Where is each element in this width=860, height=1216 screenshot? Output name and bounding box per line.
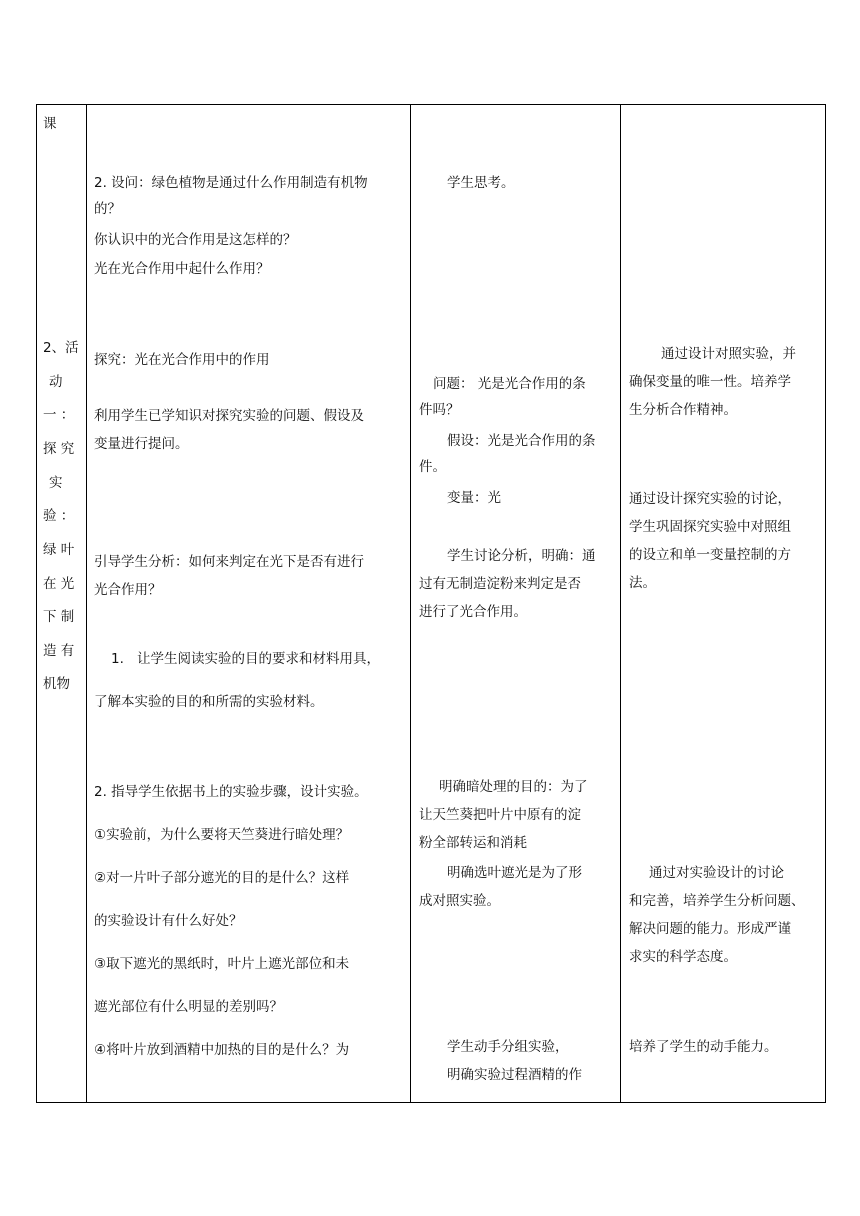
section-label-line: 验 ： xyxy=(43,508,75,524)
intent-line: 培养了学生的动手能力。 xyxy=(629,1039,778,1055)
intent-line: 学生巩固探究实验中对照组 xyxy=(629,519,791,535)
hypothesis-line: 假设：光是光合作用的条 xyxy=(447,433,596,449)
section-label-line: 机物 xyxy=(43,676,70,692)
student-activity-column xyxy=(411,105,621,1103)
section-label-line: 探 究 xyxy=(43,441,75,457)
item-1-number: 1. xyxy=(111,651,124,667)
item-1-cont: 了解本实验的目的和所需的实验材料。 xyxy=(94,694,324,710)
design-intent-column xyxy=(621,105,826,1103)
step-question: 遮光部位有什么明显的差别吗？ xyxy=(94,999,283,1015)
problem-line: 问题： 光是光合作用的条 xyxy=(433,376,586,392)
section-label-line: 实 xyxy=(49,475,63,491)
section-label-line: 下 制 xyxy=(43,609,75,625)
discussion-line: 进行了光合作用。 xyxy=(419,604,527,620)
step-question: ①实验前，为什么要将天竺葵进行暗处理？ xyxy=(94,827,350,843)
question-title: 2. 设问：绿色植物是通过什么作用制造有机物 xyxy=(94,175,368,191)
discussion-line: 学生讨论分析，明确：通 xyxy=(447,548,596,564)
section-column xyxy=(37,105,87,1103)
question-2: 你认识中的光合作用是这怎样的？ xyxy=(94,232,297,248)
intent-line: 的设立和单一变量控制的方 xyxy=(629,547,791,563)
intent-line: 通过设计对照实验，并 xyxy=(661,346,796,362)
step-question: 的实验设计有什么好处？ xyxy=(94,913,243,929)
variable-line: 变量：光 xyxy=(447,490,501,506)
use-knowledge-line: 利用学生已学知识对探究实验的问题、假设及 xyxy=(94,408,364,424)
lesson-plan-table xyxy=(36,104,826,1103)
hypothesis-line: 件。 xyxy=(419,459,446,475)
section-label-line: 绿 叶 xyxy=(43,542,75,558)
guide-line: 光合作用？ xyxy=(94,582,162,598)
discussion-line: 过有无制造淀粉来判定是否 xyxy=(419,576,581,592)
section-label-line: 2、活 xyxy=(43,340,79,356)
shade-line: 明确选叶遮光是为了形 xyxy=(447,865,582,881)
guide-line: 引导学生分析：如何来判定在光下是否有进行 xyxy=(94,554,364,570)
section-label-line: 动 xyxy=(49,374,63,390)
student-think: 学生思考。 xyxy=(447,175,515,191)
item-1-text: 让学生阅读实验的目的要求和材料用具， xyxy=(137,651,380,667)
section-label-line: 造 有 xyxy=(43,643,75,659)
explore-heading: 探究：光在光合作用中的作用 xyxy=(94,352,270,368)
question-title-cont: 的？ xyxy=(94,201,121,217)
step-2-heading: 2. 指导学生依据书上的实验步骤，设计实验。 xyxy=(94,784,368,800)
section-label-ke: 课 xyxy=(43,116,57,132)
teacher-activity-column xyxy=(87,105,411,1103)
dark-treatment-line: 让天竺葵把叶片中原有的淀 xyxy=(419,807,581,823)
table-row xyxy=(37,105,826,1103)
alcohol-line: 明确实验过程酒精的作 xyxy=(447,1067,582,1083)
intent-line: 通过设计探究实验的讨论， xyxy=(629,491,791,507)
intent-line: 确保变量的唯一性。培养学 xyxy=(629,374,791,390)
question-3: 光在光合作用中起什么作用？ xyxy=(94,261,270,277)
problem-line: 件吗？ xyxy=(419,402,460,418)
dark-treatment-line: 明确暗处理的目的：为了 xyxy=(439,779,588,795)
group-experiment-line: 学生动手分组实验， xyxy=(447,1039,569,1055)
intent-line: 生分析合作精神。 xyxy=(629,402,737,418)
intent-line: 通过对实验设计的讨论 xyxy=(649,865,784,881)
intent-line: 解决问题的能力。形成严谨 xyxy=(629,921,791,937)
section-label-line: 一 ： xyxy=(43,407,75,423)
section-label-line: 在 光 xyxy=(43,576,75,592)
step-question: ②对一片叶子部分遮光的目的是什么？这样 xyxy=(94,870,350,886)
use-knowledge-line: 变量进行提问。 xyxy=(94,436,189,452)
intent-line: 法。 xyxy=(629,575,656,591)
intent-line: 求实的科学态度。 xyxy=(629,949,737,965)
shade-line: 成对照实验。 xyxy=(419,893,500,909)
step-question: ③取下遮光的黑纸时，叶片上遮光部位和未 xyxy=(94,956,350,972)
step-question: ④将叶片放到酒精中加热的目的是什么？为 xyxy=(94,1042,350,1058)
dark-treatment-line: 粉全部转运和消耗 xyxy=(419,835,527,851)
intent-line: 和完善，培养学生分析问题、 xyxy=(629,893,805,909)
